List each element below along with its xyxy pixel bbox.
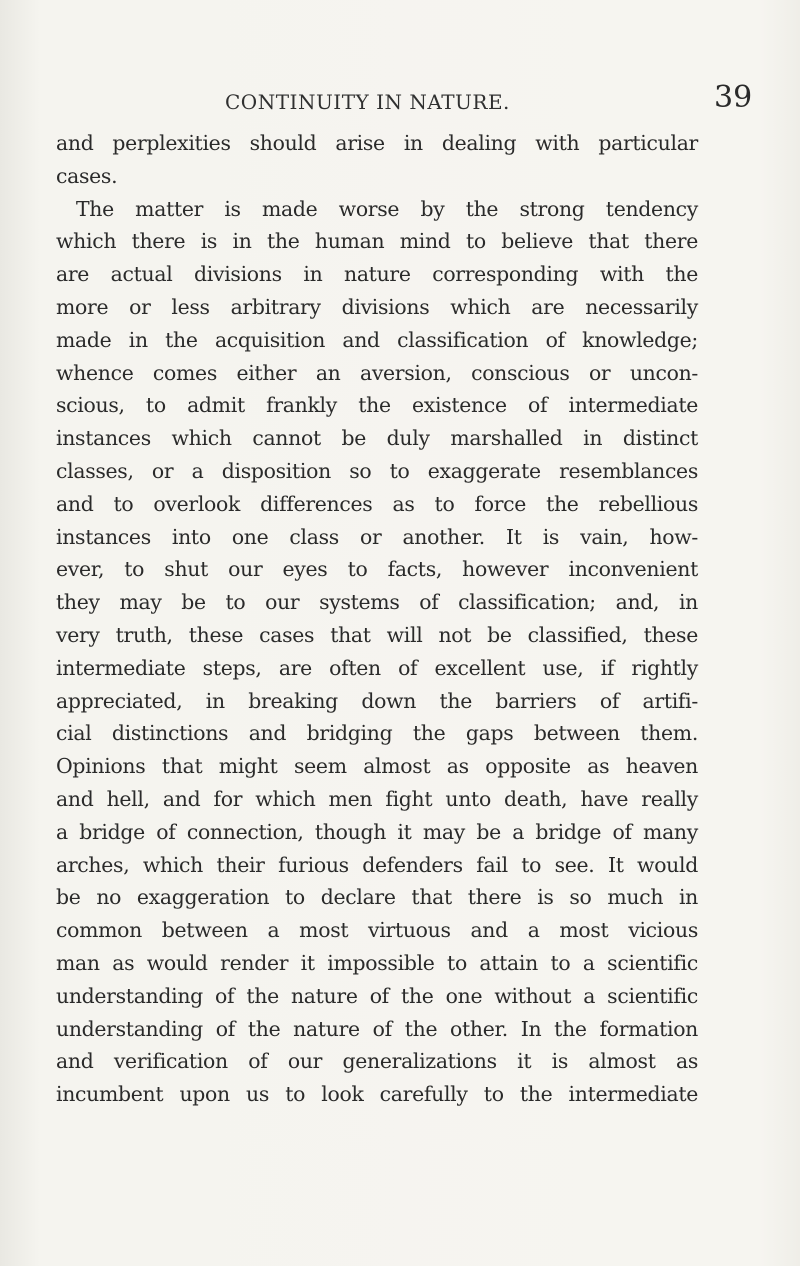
page-number: 39 xyxy=(714,80,753,115)
text-line: scious, to admit frankly the existence of intermediate xyxy=(56,393,698,418)
text-line: are actual divisions in nature corresponding with the xyxy=(56,262,698,287)
text-line: The matter is made worse by the strong tendency xyxy=(76,196,698,221)
text-line: whence comes either an aversion, conscious or uncon- xyxy=(56,360,698,385)
text-line: appreciated, in breaking down the barriers of artifi- xyxy=(56,688,698,713)
text-line: a bridge of connection, though it may be a bridge of many xyxy=(56,819,698,844)
text-line: more or less arbitrary divisions which are necessarily xyxy=(56,294,698,319)
running-head: CONTINUITY IN NATURE. xyxy=(225,90,510,114)
text-line: they may be to our systems of classification; and, in xyxy=(56,590,698,615)
text-line: very truth, these cases that will not be classified, these xyxy=(56,622,698,647)
text-line: man as would render it impossible to attain to a scientific xyxy=(56,950,698,975)
text-line: and perplexities should arise in dealing with particular xyxy=(56,131,698,155)
text-line: arches, which their furious defenders fail to see. It would xyxy=(56,852,698,877)
text-line: cases. xyxy=(56,163,118,188)
text-line: instances which cannot be duly marshalled in distinct xyxy=(56,426,698,451)
text-line: incumbent upon us to look carefully to the intermediate xyxy=(56,1082,698,1107)
text-line: and to overlook differences as to force the rebellious xyxy=(56,491,698,516)
text-line: cial distinctions and bridging the gaps between them. xyxy=(56,721,698,746)
text-line: common between a most virtuous and a most vicious xyxy=(56,918,698,943)
text-line: understanding of the nature of the other. In the formation xyxy=(56,1016,698,1041)
body-text xyxy=(56,127,698,1111)
text-line: classes, or a disposition so to exaggerate resemblances xyxy=(56,458,698,483)
text-line: ever, to shut our eyes to facts, however inconvenient xyxy=(56,557,698,582)
text-line: instances into one class or another. It is vain, how- xyxy=(56,524,698,549)
text-line: which there is in the human mind to believe that there xyxy=(56,229,698,254)
text-line: Opinions that might seem almost as opposite as heaven xyxy=(56,754,698,779)
text-line: understanding of the nature of the one without a scientific xyxy=(56,983,698,1008)
page-header xyxy=(0,80,800,126)
text-line: made in the acquisition and classification of knowledge; xyxy=(56,327,698,352)
text-line: and verification of our generalizations it is almost as xyxy=(56,1049,698,1074)
text-line: and hell, and for which men fight unto death, have really xyxy=(56,786,698,811)
text-line: intermediate steps, are often of excellent use, if rightly xyxy=(56,655,698,680)
text-line: be no exaggeration to declare that there is so much in xyxy=(56,885,698,910)
